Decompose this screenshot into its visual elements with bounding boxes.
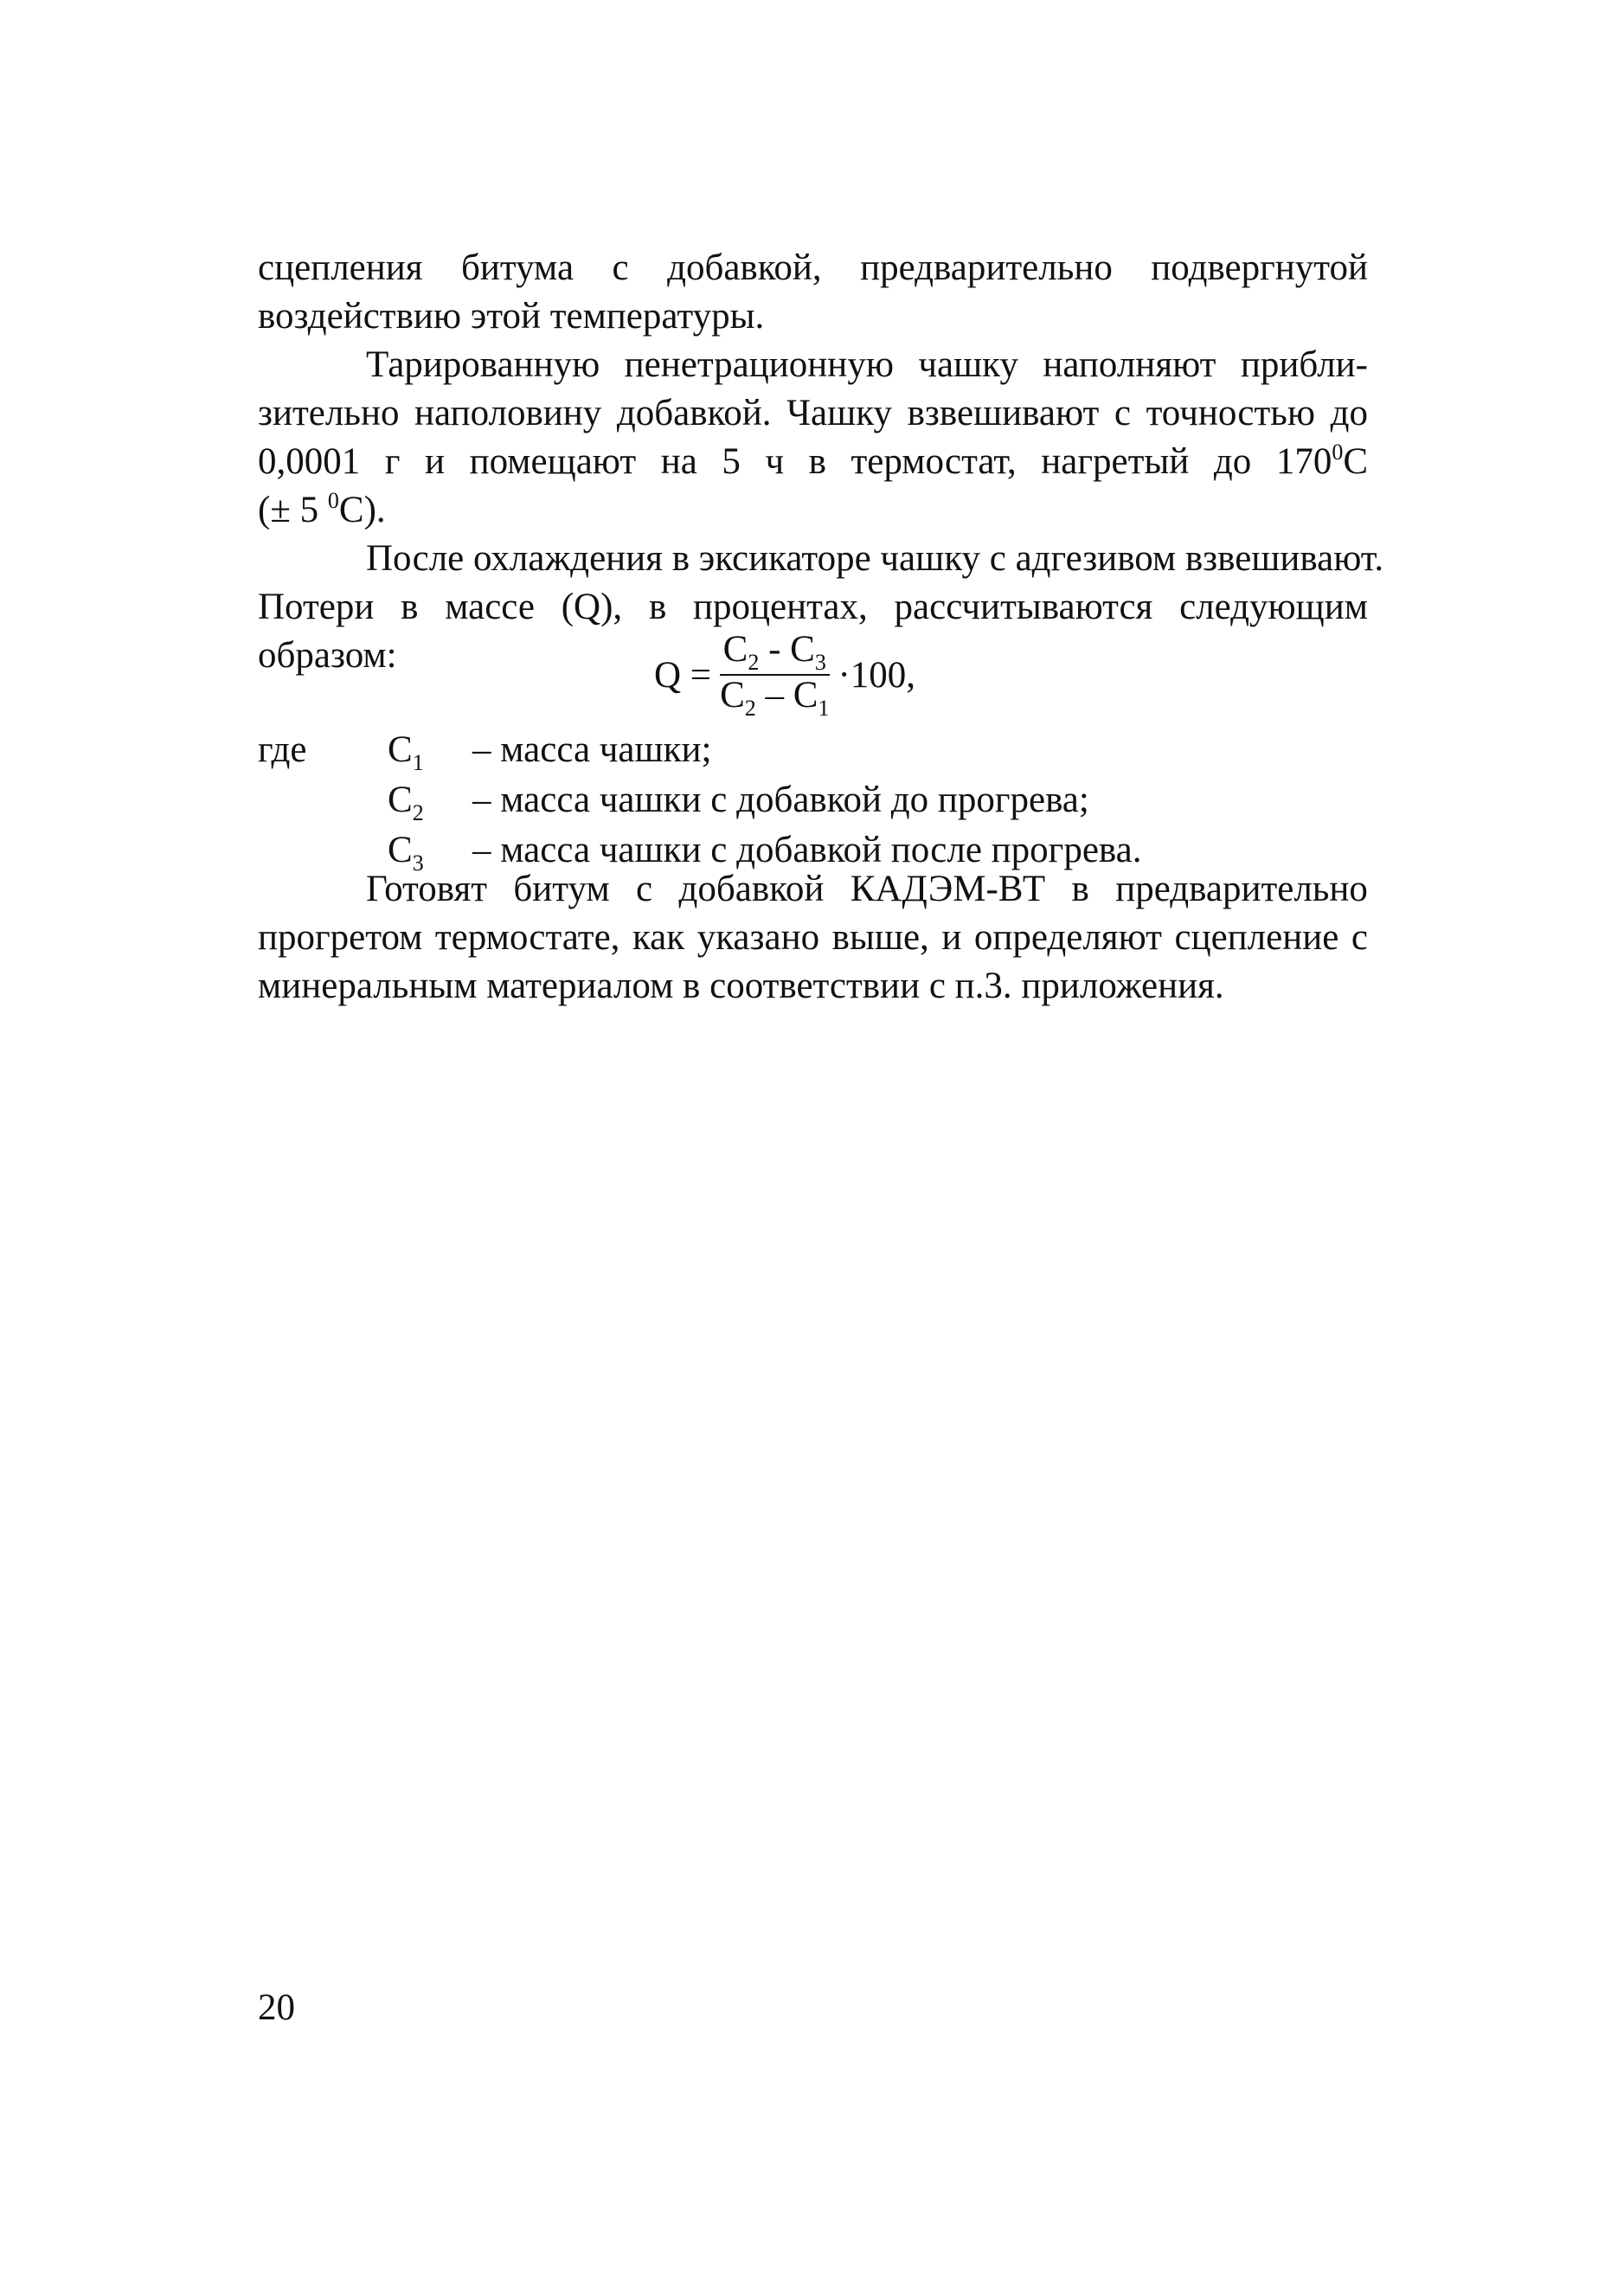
word: до (1330, 393, 1368, 433)
word: в (808, 441, 826, 482)
word: предварительно (860, 247, 1113, 288)
degree-superscript: 0 (1332, 440, 1344, 465)
word: указано (696, 917, 820, 958)
symbol-letter: С (388, 780, 413, 820)
word: Чашку (786, 393, 893, 433)
word: в (1071, 869, 1089, 909)
paragraph-4-line-2 (258, 914, 1368, 962)
temperature-number: 170 (1275, 441, 1332, 482)
word: термостат, (851, 441, 1017, 482)
word: массе (445, 587, 535, 627)
word: битума (461, 247, 574, 288)
word: с (636, 869, 653, 909)
temperature-unit: С (1343, 441, 1368, 482)
word: подвергнутой (1151, 247, 1368, 288)
paragraph-2-line-3 (258, 438, 1368, 486)
paragraph-3-line-1: После охлаждения в эксикаторе чашку с адгезивом взвешивают. (366, 538, 1384, 579)
word: точностью (1146, 393, 1316, 433)
word: предварительно (1115, 869, 1368, 909)
definition-text: – масса чашки с добавкой после прогрева. (472, 830, 1142, 870)
word: и (941, 917, 962, 958)
where-label: где (258, 729, 307, 770)
tolerance-unit: С). (338, 490, 386, 530)
word: зительно (258, 393, 400, 433)
tolerance-text: (± 5 (258, 490, 328, 530)
paragraph-3-line-3: образом: (258, 635, 397, 676)
temperature-value (1276, 438, 1368, 486)
word: выше, (831, 917, 929, 958)
formula-term: - С (759, 629, 815, 670)
paragraph-3-line-2 (258, 583, 1368, 632)
symbol-subscript: 3 (412, 850, 424, 876)
symbol-subscript: 1 (412, 750, 424, 775)
word: пенетрационную (624, 344, 894, 385)
paragraph-2-line-1 (258, 341, 1368, 389)
formula-lhs: Q = (654, 654, 712, 696)
word: термостате, (434, 917, 620, 958)
formula-definitions (258, 725, 1141, 876)
word: добавкой (678, 869, 825, 909)
word: на (660, 441, 697, 482)
word: прогретом (258, 917, 423, 958)
paragraph-4-line-1 (258, 865, 1368, 914)
word: взвешивают (907, 393, 1100, 433)
word: с (612, 247, 629, 288)
word: с (1114, 393, 1131, 433)
word: г (384, 441, 401, 482)
loss-formula (654, 629, 916, 721)
word: следующим (1179, 587, 1368, 627)
formula-denominator (716, 676, 832, 720)
formula-numerator (720, 630, 830, 676)
formula-symbol: С (720, 675, 745, 716)
word: Готовят (366, 869, 488, 909)
word: сцепление (1174, 917, 1339, 958)
where-spacer (258, 775, 388, 825)
paragraph-4-line-3: минеральным материалом в соответствии с п.3. приложения. (258, 966, 1224, 1006)
formula-symbol: С (722, 629, 748, 670)
word: нагретый (1041, 441, 1190, 482)
definition-text: – масса чашки с добавкой до прогрева; (472, 780, 1089, 820)
page-number: 20 (258, 1987, 295, 2028)
word: наполняют (1043, 344, 1216, 385)
definition-row (258, 725, 1141, 775)
word: в (648, 587, 667, 627)
paragraph-1-line-1 (258, 244, 1368, 292)
word: помещают (469, 441, 637, 482)
paragraph-1-line-2: воздействию этой температуры. (258, 296, 765, 337)
word: как (632, 917, 685, 958)
word: добавкой. (616, 393, 772, 433)
word: ч (765, 441, 785, 482)
word: сцепления (258, 247, 423, 288)
word: определяют (973, 917, 1162, 958)
word: в (401, 587, 419, 627)
symbol-letter: С (388, 830, 413, 870)
formula-subscript: 2 (744, 696, 756, 721)
word: (Q), (561, 587, 623, 627)
word: процентах, (693, 587, 868, 627)
word: 5 (722, 441, 741, 482)
formula-fraction (716, 630, 832, 720)
formula-term: – С (755, 675, 818, 716)
formula-subscript: 1 (818, 696, 830, 721)
body-text-top (258, 244, 1384, 680)
formula-multiplier: ·100, (838, 654, 916, 696)
word: 0,0001 (258, 441, 361, 482)
word: Потери (258, 587, 375, 627)
word: Тарированную (366, 344, 600, 385)
word: рассчитываются (894, 587, 1153, 627)
word: и (425, 441, 446, 482)
body-text-bottom (258, 865, 1368, 1011)
word: до (1213, 441, 1252, 482)
symbol-letter: С (388, 729, 413, 770)
formula-subscript: 2 (748, 650, 760, 675)
word: КАДЭМ-ВТ (850, 869, 1046, 909)
word: наполовину (414, 393, 602, 433)
word: битум (513, 869, 610, 909)
word: с (1351, 917, 1368, 958)
degree-superscript: 0 (327, 488, 339, 513)
formula-subscript: 3 (814, 650, 826, 675)
word: чашку (918, 344, 1018, 385)
word: добавкой, (667, 247, 822, 288)
symbol-subscript: 2 (412, 800, 424, 825)
paragraph-2-line-4 (258, 486, 1368, 535)
definition-text: – масса чашки; (472, 729, 712, 770)
definition-symbol (388, 725, 472, 775)
definition-row (258, 775, 1141, 825)
word: прибли- (1240, 344, 1368, 385)
definition-symbol (388, 775, 472, 825)
paragraph-2-line-2 (258, 389, 1368, 438)
